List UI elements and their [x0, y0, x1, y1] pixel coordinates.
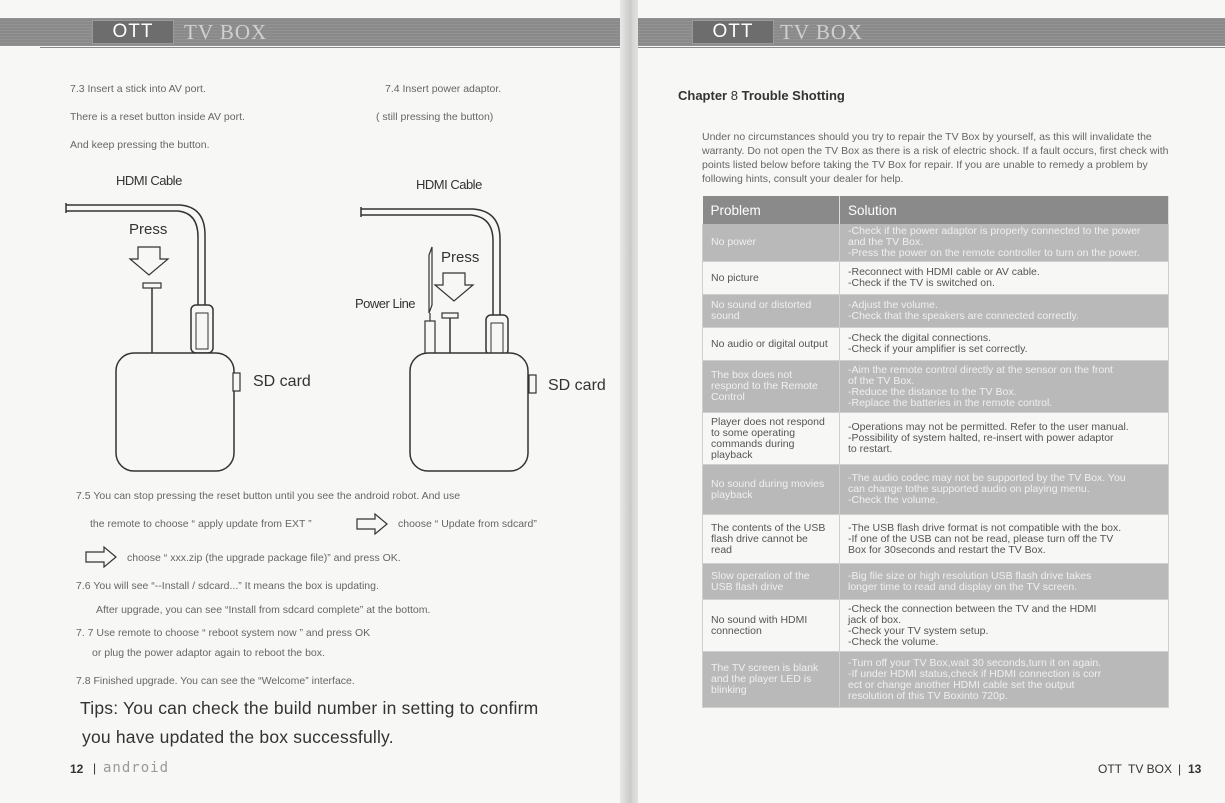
solution-line: -If under HDMI status,check if HDMI connection is corr	[848, 667, 1102, 680]
diagram-reset-press	[60, 195, 320, 485]
solution-cell	[840, 262, 1169, 295]
chapter-prefix: Chapter	[678, 88, 728, 103]
step-7-5-apply: the remote to choose “ apply update from EXT ”	[90, 518, 312, 530]
step-7-3-reset: There is a reset button inside AV port.	[70, 111, 245, 123]
problem-cell: No sound with HDMI connection	[703, 600, 840, 652]
solution-line: -Check that the speakers are connected correctly.	[848, 310, 1079, 322]
table-row	[703, 600, 1169, 652]
press-label-2: Press	[441, 249, 480, 266]
problem-cell: The box does not respond to the Remote Control	[703, 361, 840, 413]
header-title-right: TV BOX	[780, 20, 864, 44]
solution-line: -Reconnect with HDMI cable or AV cable.	[848, 266, 1040, 278]
problem-cell: The TV screen is blank and the player LED is blinking	[703, 652, 840, 708]
solution-line: of the TV Box.	[848, 374, 915, 387]
solution-line: ect or change another HDMI cable set the output	[848, 678, 1075, 691]
step-7-7-plug: or plug the power adaptor again to reboot the box.	[92, 647, 325, 659]
chapter-heading	[678, 88, 845, 103]
trouble-intro-paragraph: Under no circumstances should you try to repair the TV Box by yourself, as this will invalidate the warranty. Do not open the TV Box as there is a risk of electric shock. If a fault occurs, first check with points listed below before taking the TV Box for repair. If you are unable to remedy a problem by following hints, consult your dealer for help.	[702, 131, 1169, 185]
problem-cell: The contents of the USB flash drive cannot be read	[703, 515, 840, 564]
hdmi-cable-label-2: HDMI Cable	[416, 177, 482, 192]
sd-card-label-1: SD card	[253, 373, 311, 390]
tips-line-2: you have updated the box successfully.	[82, 727, 394, 747]
solution-cell	[840, 600, 1169, 652]
table-row	[703, 224, 1169, 262]
solution-cell	[840, 652, 1169, 708]
solution-line: -Aim the remote control directly at the sensor on the front	[848, 363, 1113, 376]
problem-cell: No picture	[703, 262, 840, 295]
step-7-5-zip: choose “ xxx.zip (the upgrade package file)” and press OK.	[127, 552, 401, 564]
solution-cell	[840, 564, 1169, 600]
header-title-left: TV BOX	[184, 20, 268, 44]
solution-line: -The USB flash drive format is not compatible with the box.	[848, 521, 1122, 534]
problem-cell: No power	[703, 224, 840, 262]
solution-line: -Adjust the volume.	[848, 299, 938, 311]
problem-column-header: Problem	[703, 196, 840, 224]
header-band-left	[0, 18, 626, 46]
step-7-5: 7.5 You can stop pressing the reset button until you see the android robot. And use	[76, 490, 461, 502]
solution-line: -Operations may not be permitted. Refer to the user manual.	[848, 421, 1129, 433]
tips-line-1: Tips: You can check the build number in setting to confirm	[80, 698, 539, 718]
solution-line: -Big file size or high resolution USB flash drive takes	[848, 569, 1092, 582]
solution-column-header: Solution	[840, 196, 1169, 224]
solution-line: -Check the digital connections.	[848, 332, 991, 344]
solution-line: -Turn off your TV Box,wait 30 seconds,turn it on again.	[848, 656, 1102, 669]
trouble-shooting-table	[702, 196, 1169, 708]
solution-line: -Check the volume.	[848, 635, 939, 648]
arrow-right-icon	[84, 545, 118, 569]
solution-cell	[840, 515, 1169, 564]
step-7-6: 7.6 You will see “--Install / sdcard...” It means the box is updating.	[76, 580, 379, 592]
solution-line: to restart.	[848, 443, 893, 455]
solution-cell	[840, 224, 1169, 262]
header-band-right	[638, 18, 1225, 46]
arrow-right-icon	[355, 512, 389, 536]
chapter-number: 8	[730, 88, 738, 103]
solution-line: -If one of the USB can not be read, please turn off the TV	[848, 532, 1114, 545]
solution-line: -Check the connection between the TV and the HDMI	[848, 602, 1097, 615]
solution-line: resolution of this TV Boxinto 720p.	[848, 689, 1008, 702]
solution-cell	[840, 328, 1169, 361]
footer-divider-left: |	[93, 761, 97, 775]
power-line-label: Power Line	[355, 296, 416, 311]
problem-cell: Slow operation of the USB flash drive	[703, 564, 840, 600]
table-row	[703, 361, 1169, 413]
solution-line: -Check your TV system setup.	[848, 624, 989, 637]
table-row	[703, 564, 1169, 600]
press-label-1: Press	[129, 221, 168, 238]
chapter-title: Trouble Shotting	[741, 88, 845, 103]
solution-line: -Check if the power adaptor is properly connected to the power	[848, 225, 1141, 237]
header-rule-left	[40, 47, 626, 48]
hdmi-cable-label-1: HDMI Cable	[116, 173, 182, 188]
ott-logo-left: OTT	[92, 20, 174, 44]
solution-line: -Check if the TV is switched on.	[848, 277, 995, 289]
solution-line: -Check if your amplifier is set correctly.	[848, 343, 1028, 355]
step-7-5-update: choose “ Update from sdcard”	[398, 518, 537, 530]
solution-cell	[840, 413, 1169, 465]
step-7-7: 7. 7 Use remote to choose “ reboot system now ” and press OK	[76, 627, 371, 639]
step-7-6-complete: After upgrade, you can see “Install from sdcard complete” at the bottom.	[96, 604, 431, 616]
table-row	[703, 652, 1169, 708]
table-row	[703, 465, 1169, 515]
table-header-row	[703, 196, 1169, 224]
solution-line: -Replace the batteries in the remote control.	[848, 396, 1053, 409]
problem-cell: No audio or digital output	[703, 328, 840, 361]
table-row	[703, 413, 1169, 465]
solution-line: can change tothe supported audio on playing menu.	[848, 483, 1090, 495]
problem-cell: No sound during movies playback	[703, 465, 840, 515]
solution-line: -The audio codec may not be supported by the TV Box. You	[848, 472, 1126, 484]
problem-cell: No sound or distorted sound	[703, 295, 840, 328]
page-number-right: 13	[1188, 762, 1202, 776]
step-7-8: 7.8 Finished upgrade. You can see the “Welcome” interface.	[76, 675, 355, 687]
solution-line: -Check the volume.	[848, 494, 939, 506]
table-row	[703, 515, 1169, 564]
step-7-3: 7.3 Insert a stick into AV port.	[70, 83, 206, 95]
step-7-3-keep: And keep pressing the button.	[70, 139, 210, 151]
table-row	[703, 328, 1169, 361]
table-row	[703, 295, 1169, 328]
solution-line: Box for 30seconds and restart the TV Box.	[848, 543, 1046, 556]
table-row	[703, 262, 1169, 295]
solution-line: jack of box.	[848, 613, 902, 626]
footer-tv-box: TV BOX	[1128, 762, 1173, 776]
solution-line: and the TV Box.	[848, 236, 924, 248]
sd-card-label-2: SD card	[548, 377, 606, 394]
step-7-4-still: ( still pressing the button)	[376, 111, 494, 123]
solution-line: longer time to read and display on the TV screen.	[848, 580, 1078, 593]
footer-divider-right: |	[1178, 762, 1182, 776]
solution-line: -Reduce the distance to the TV Box.	[848, 385, 1017, 398]
diagram-power-press	[355, 195, 615, 485]
problem-cell: Player does not respond to some operating commands during playback	[703, 413, 840, 465]
solution-cell	[840, 295, 1169, 328]
ott-logo-right: OTT	[692, 20, 774, 44]
right-page	[638, 0, 1225, 803]
step-7-4: 7.4 Insert power adaptor.	[385, 83, 502, 95]
android-footer-logo: android	[103, 760, 170, 776]
solution-line: -Possibility of system halted, re-insert with power adaptor	[848, 432, 1114, 444]
page-number-left: 12	[70, 762, 84, 776]
solution-cell	[840, 465, 1169, 515]
footer-ott-logo: OTT	[1098, 762, 1122, 776]
solution-cell	[840, 361, 1169, 413]
solution-line: -Press the power on the remote controller to turn on the power.	[848, 247, 1140, 259]
header-rule-right	[638, 47, 1225, 48]
